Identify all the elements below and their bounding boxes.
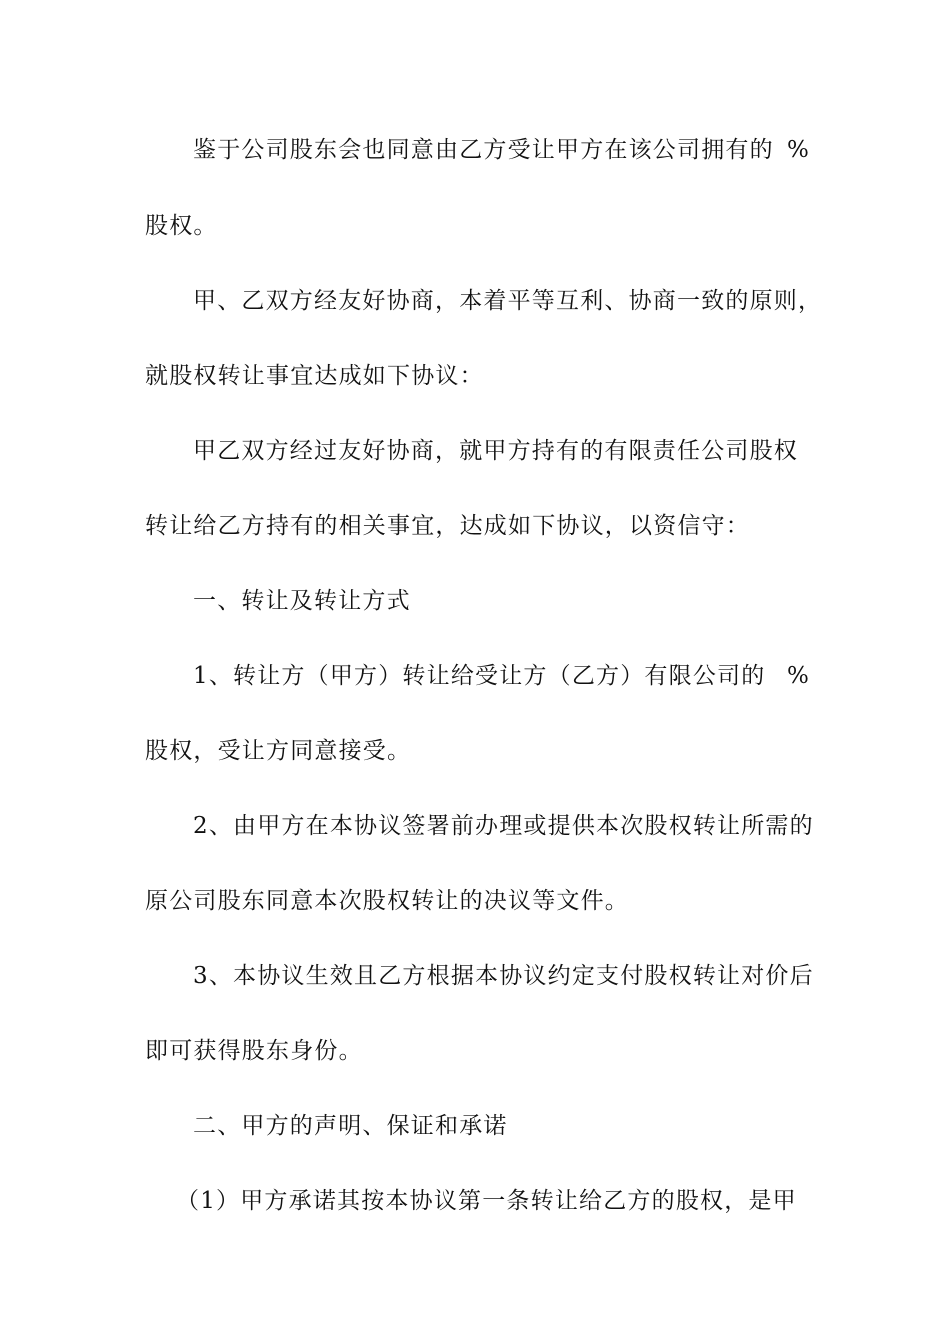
paragraph-line-15: （1）甲方承诺其按本协议第一条转让给乙方的股权，是甲 xyxy=(176,1188,797,1214)
paragraph-line-5: 甲乙双方经过友好协商，就甲方持有的有限责任公司股权 xyxy=(193,438,798,464)
paragraph-line-13: 即可获得股东身份。 xyxy=(145,1038,363,1064)
paragraph-line-4: 就股权转让事宜达成如下协议： xyxy=(145,363,484,389)
paragraph-line-2: 股权。 xyxy=(145,213,218,239)
paragraph-line-8-text: 1、转让方（甲方）转让给受让方（乙方）有限公司的 xyxy=(193,663,766,689)
paragraph-line-1 xyxy=(193,135,810,165)
paragraph-line-8 xyxy=(193,661,810,691)
paragraph-line-9: 股权，受让方同意接受。 xyxy=(145,738,412,764)
percent-sign: % xyxy=(786,663,810,689)
paragraph-line-12: 3、本协议生效且乙方根据本协议约定支付股权转让对价后 xyxy=(193,963,814,989)
paragraph-line-3: 甲、乙双方经友好协商，本着平等互利、协商一致的原则， xyxy=(193,288,823,314)
section-heading-1: 一、转让及转让方式 xyxy=(193,588,411,614)
paragraph-line-1-text: 鉴于公司股东会也同意由乙方受让甲方在该公司拥有的 xyxy=(193,137,774,163)
section-heading-2: 二、甲方的声明、保证和承诺 xyxy=(193,1113,508,1139)
paragraph-line-11: 原公司股东同意本次股权转让的决议等文件。 xyxy=(145,888,629,914)
paragraph-line-10: 2、由甲方在本协议签署前办理或提供本次股权转让所需的 xyxy=(193,813,814,839)
percent-sign: % xyxy=(786,137,810,163)
paragraph-line-6: 转让给乙方持有的相关事宜，达成如下协议，以资信守： xyxy=(145,513,750,539)
